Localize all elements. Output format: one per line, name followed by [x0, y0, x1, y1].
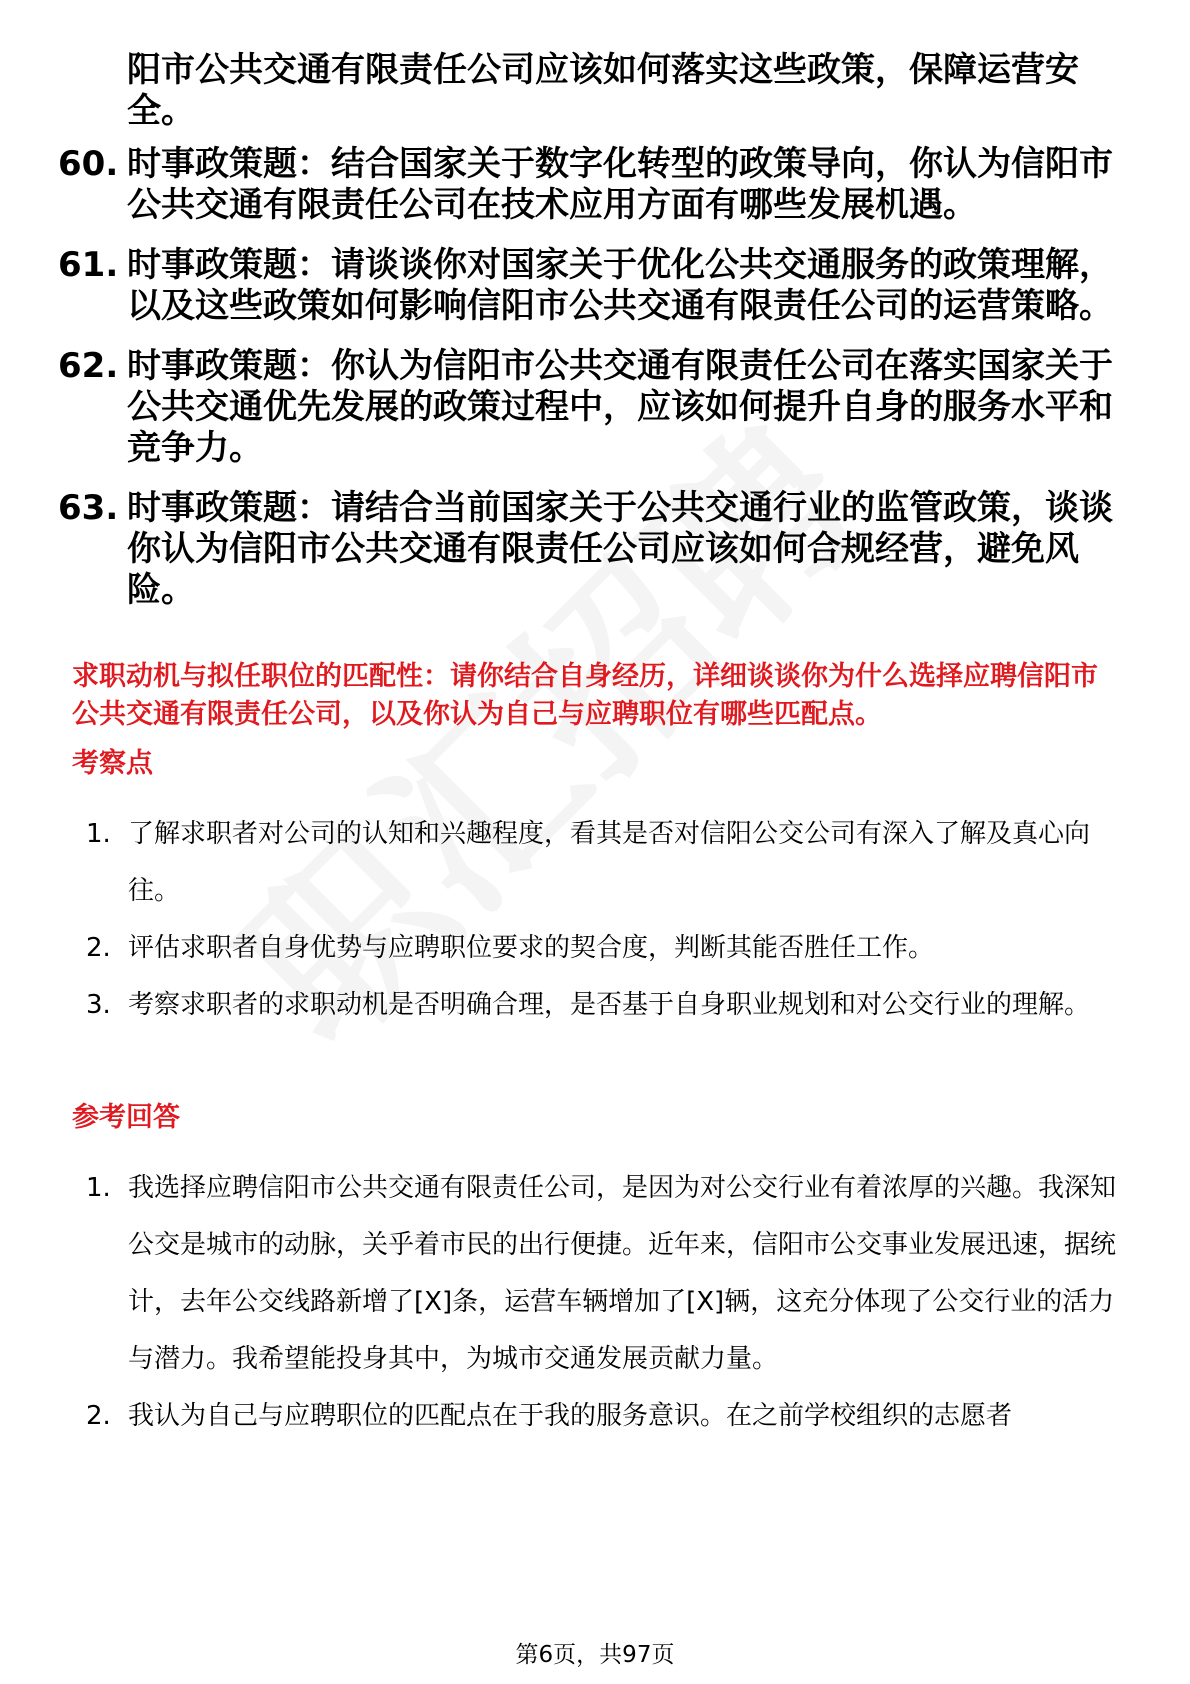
question-item	[58, 245, 1118, 327]
item-number: 1.	[86, 819, 111, 849]
item-text: 了解求职者对公司的认知和兴趣程度，看其是否对信阳公交公司有深入了解及真心向往。	[128, 819, 1091, 906]
item-number: 2.	[86, 1401, 111, 1431]
question-continuation: 阳市公共交通有限责任公司应该如何落实这些政策，保障运营安全。	[127, 50, 1079, 131]
item-number: 3.	[86, 990, 111, 1020]
question-number: 62.	[58, 346, 119, 386]
reference-item	[86, 1160, 1126, 1388]
question-item	[58, 346, 1118, 469]
assessment-heading: 考察点	[72, 748, 153, 779]
reference-list	[86, 1160, 1126, 1445]
reference-heading: 参考回答	[72, 1102, 180, 1133]
question-item	[58, 488, 1118, 611]
question-number: 63.	[58, 488, 119, 528]
item-text: 评估求职者自身优势与应聘职位要求的契合度，判断其能否胜任工作。	[128, 933, 935, 963]
question-number: 60.	[58, 144, 119, 184]
item-number: 2.	[86, 933, 111, 963]
assessment-list	[86, 806, 1126, 1034]
assessment-item	[86, 806, 1126, 920]
item-text: 我选择应聘信阳市公共交通有限责任公司，是因为对公交行业有着浓厚的兴趣。我深知公交是城市的动脉，关乎着市民的出行便捷。近年来，信阳市公交事业发展迅速，据统计，去年公交线路新增了[X]条，运营车辆增加了[X]辆，这充分体现了公交行业的活力与潜力。我希望能投身其中，为城市交通发展贡献力量。	[128, 1173, 1117, 1374]
item-text: 考察求职者的求职动机是否明确合理，是否基于自身职业规划和对公交行业的理解。	[128, 990, 1091, 1020]
question-number: 61.	[58, 245, 119, 285]
featured-question: 求职动机与拟任职位的匹配性：请你结合自身经历，详细谈谈你为什么选择应聘信阳市公共交通有限责任公司，以及你认为自己与应聘职位有哪些匹配点。	[72, 661, 1098, 730]
page-footer: 第6页，共97页	[515, 1642, 675, 1668]
item-number: 1.	[86, 1173, 111, 1203]
question-text: 时事政策题：你认为信阳市公共交通有限责任公司在落实国家关于公共交通优先发展的政策过程中，应该如何提升自身的服务水平和竞争力。	[127, 346, 1113, 468]
reference-item	[86, 1388, 1126, 1445]
assessment-item	[86, 920, 1126, 977]
question-list	[58, 144, 1118, 611]
question-text: 时事政策题：请结合当前国家关于公共交通行业的监管政策，谈谈你认为信阳市公共交通有限责任公司应该如何合规经营，避免风险。	[127, 488, 1113, 610]
question-item	[58, 144, 1118, 226]
question-text: 时事政策题：请谈谈你对国家关于优化公共交通服务的政策理解，以及这些政策如何影响信阳市公共交通有限责任公司的运营策略。	[127, 245, 1113, 326]
assessment-item	[86, 977, 1126, 1034]
item-text: 我认为自己与应聘职位的匹配点在于我的服务意识。在之前学校组织的志愿者	[128, 1401, 1013, 1431]
question-text: 时事政策题：结合国家关于数字化转型的政策导向，你认为信阳市公共交通有限责任公司在技术应用方面有哪些发展机遇。	[127, 144, 1113, 225]
